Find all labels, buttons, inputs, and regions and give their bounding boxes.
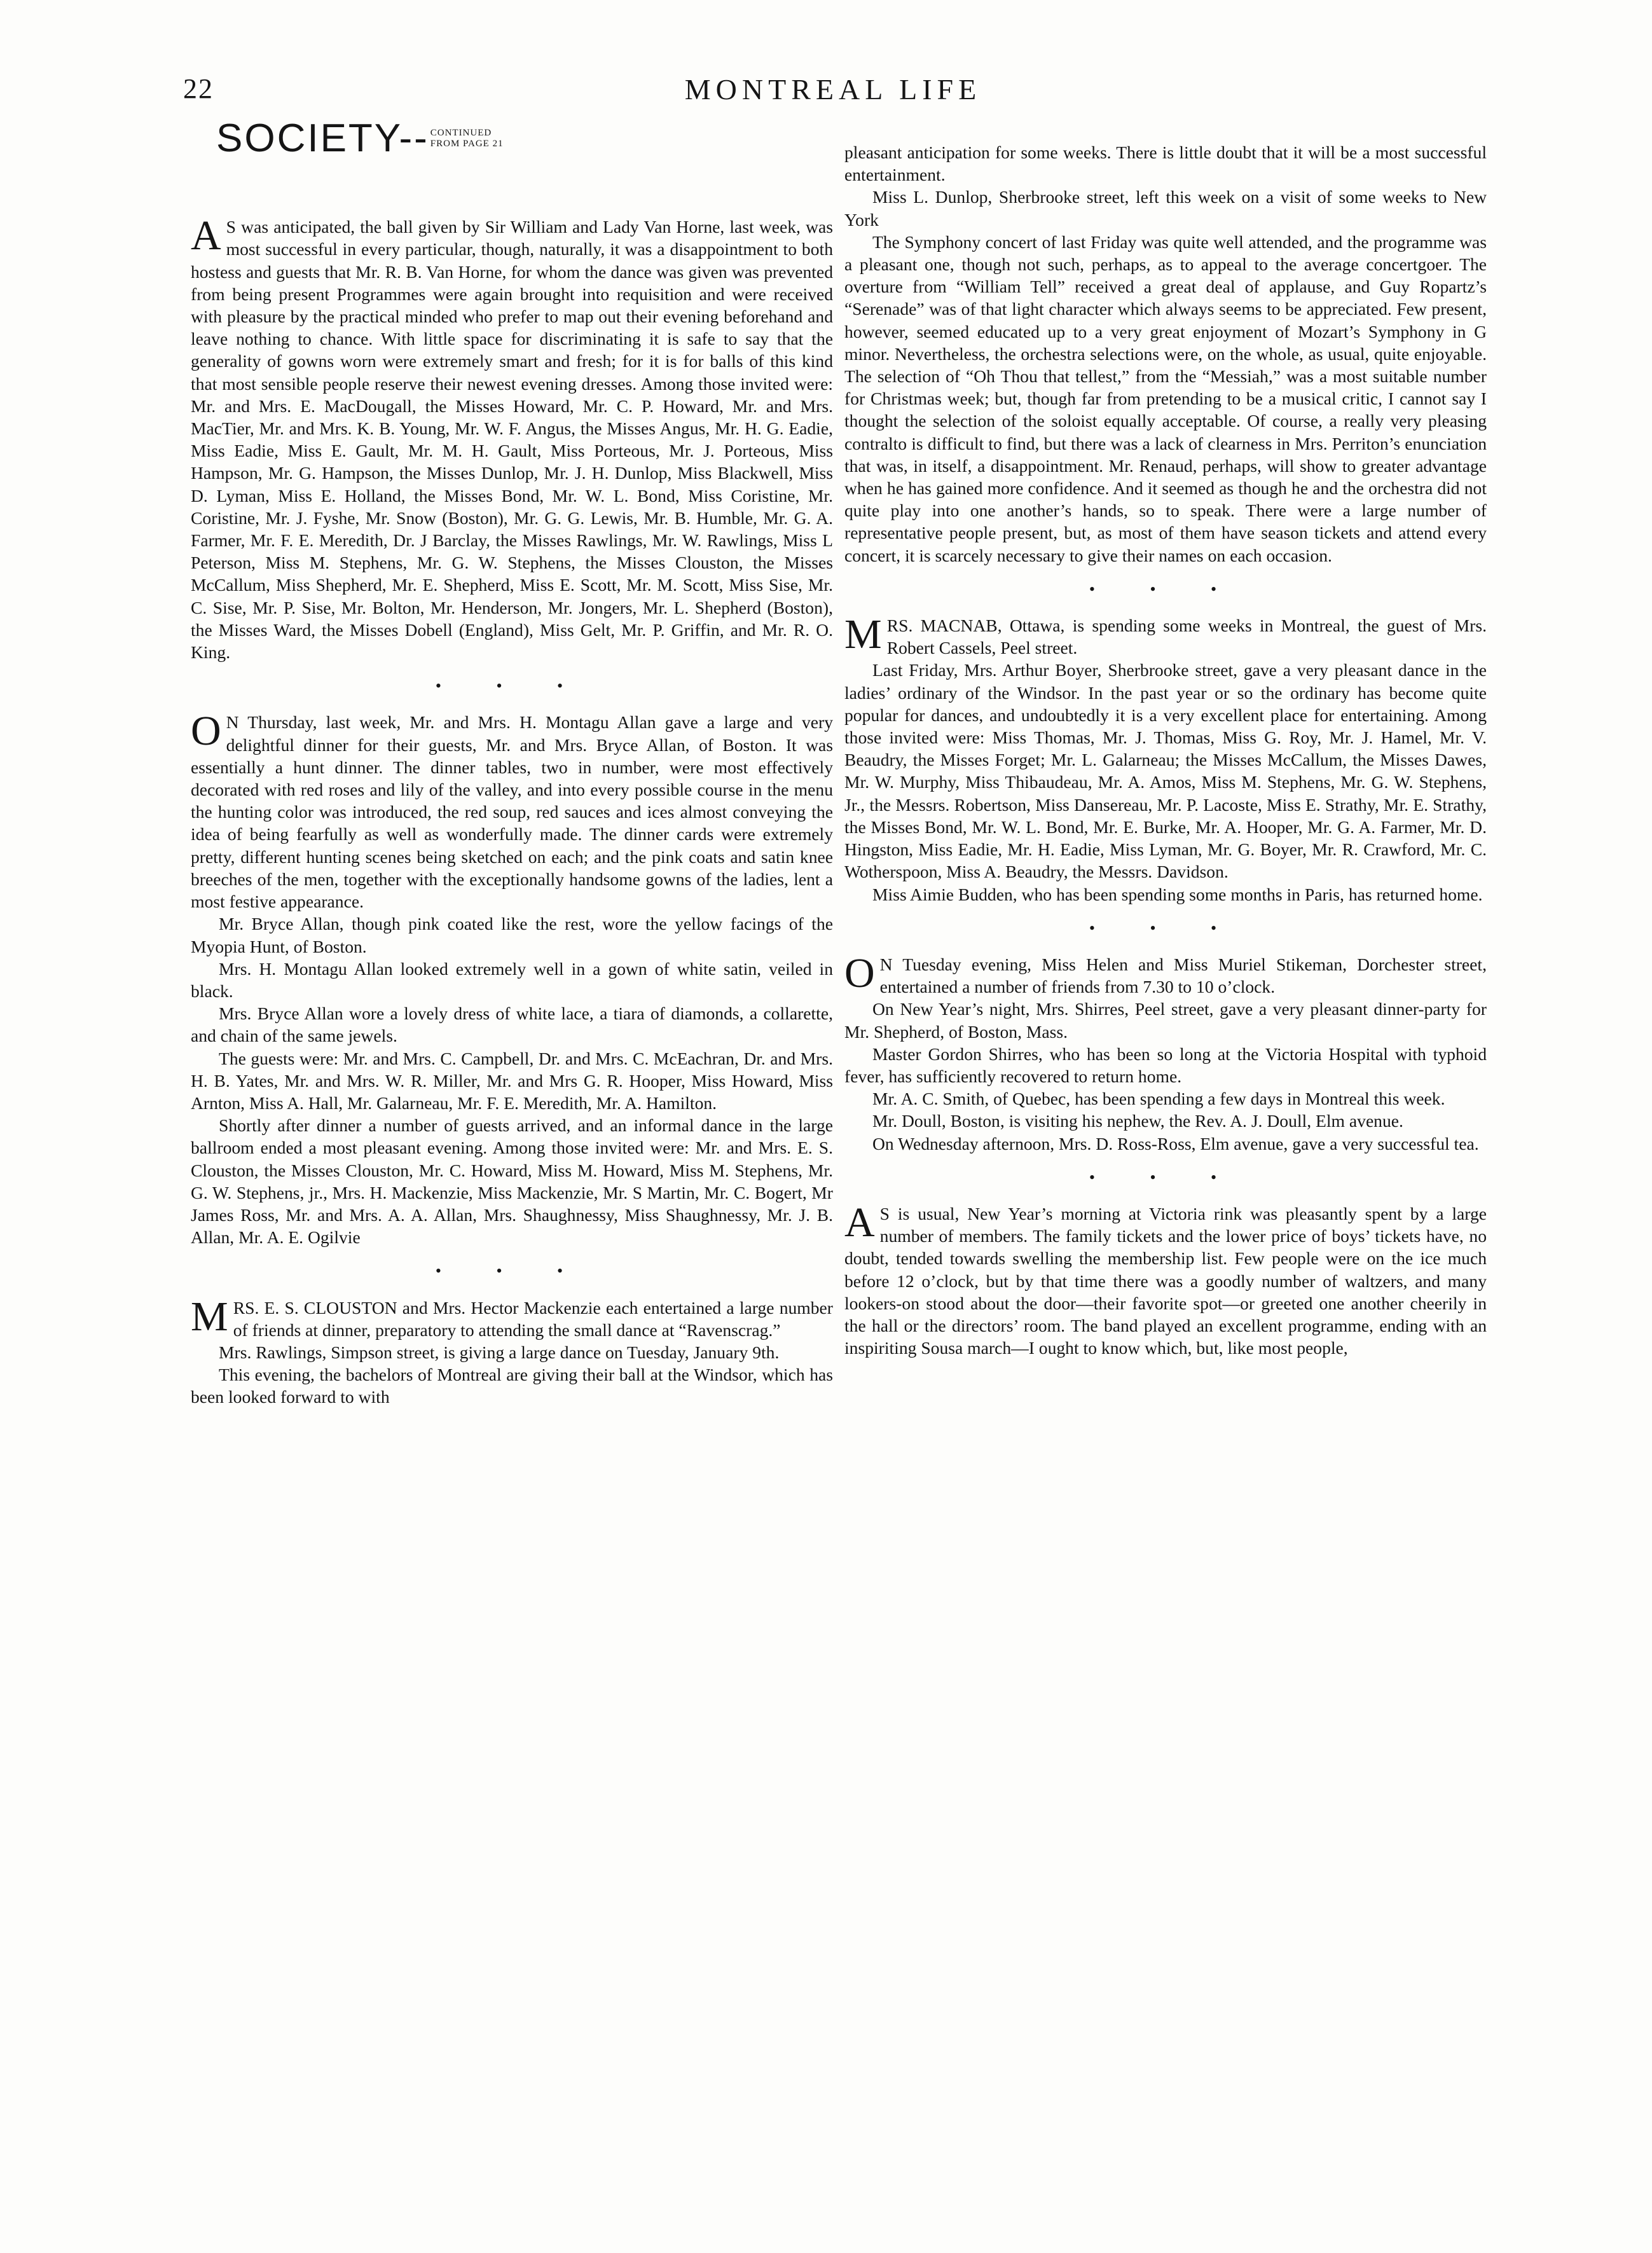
paragraph-text: S was anticipated, the ball given by Sir William and Lady Van Horne, last week, was most successful in every particular, though, naturally, it was a disappointment to both hostess and guests that Mr. R. B. Van Horne, for whom the dance was given was prevented from being present Programmes were again brought into requisition and were received with pleasure by the practical minded who prefer to map out their evening beforehand and leave nothing to chance. With little space for discriminating it is safe to say that the generality of gowns worn were extremely smart and fresh; for it is for balls of this kind that most sensible people reserve their newest evening dresses. Among those invited were: Mr. and Mrs. E. MacDougall, the Misses Howard, Mr. C. P. Howard, Mr. and Mrs. MacTier, Mr. and Mrs. K. B. Young, Mr. W. F. Angus, the Misses Angus, Mr. H. G. Eadie, Miss Eadie, Miss E. Gault, Mr. M. H. Gault, Miss Porteous, Mr. J. Porteous, Miss Hampson, Mr. G. Hampson, the Misses Dunlop, Mr. J. H. Dunlop, Miss Blackwell, Miss D. Lyman, Miss E. Holland, the Misses Bond, Mr. W. L. Bond, Miss Coristine, Mr. Coristine, Mr. J. Fyshe, Mr. Snow (Boston), Mr. G. G. Lewis, Mr. B. Humble, Mr. G. A. Farmer, Mr. F. E. Meredith, Dr. J Barclay, the Misses Rawlings, Mr. W. Rawlings, Miss L Peterson, Miss M. Stephens, Mr. G. W. Stephens, the Misses Clouston, the Misses McCallum, Miss Shepherd, Mr. E. Shepherd, Miss E. Scott, Mr. M. Scott, Miss Sise, Mr. C. Sise, Mr. P. Sise, Mr. Bolton, Mr. Henderson, Mr. Jongers, Mr. L. Shepherd (Boston), the Misses Ward, the Misses Dobell (England), Miss Gelt, Mr. P. Griffin, and Mr. R. O. King. <box>191 217 833 663</box>
paragraph: Master Gordon Shirres, who has been so long at the Victoria Hospital with typhoid fever, has sufficiently recovered to return home. <box>844 1044 1487 1086</box>
drop-cap: A <box>191 212 221 259</box>
paragraph: Mrs. Bryce Allan wore a lovely dress of white lace, a tiara of diamonds, a collarette, and chain of the same jewels. <box>191 1003 833 1046</box>
section-title: SOCIETY-- <box>216 116 429 160</box>
article-stikeman <box>844 949 1487 998</box>
paragraph: Mrs. Rawlings, Simpson street, is giving a large dance on Tuesday, January 9th. <box>219 1342 780 1362</box>
continued-line-2: FROM PAGE 21 <box>430 138 504 149</box>
drop-cap: M <box>191 1293 228 1340</box>
article-van-horne-ball <box>191 212 833 663</box>
article-allan-dinner <box>191 708 833 913</box>
paragraph: Mr. Bryce Allan, though pink coated like the rest, wore the yellow facings of the Myopia Hunt, of Boston. <box>191 914 833 956</box>
article-symphony-concert: The Symphony concert of last Friday was quite well attended, and the programme was a pleasant one, though not such, perhaps, as to appeal to the average concertgoer. The overture from “William Tell” received a great deal of applause, and Guy Ropartz’s “Serenade” was of that light character which always seems to be appreciated. Few present, however, seemed educated up to a very great enjoyment of Mozart’s Symphony in G minor. Nevertheless, the orchestra selections were, on the whole, as usual, quite enjoyable. The selection of “Oh Thou that tellest,” from the “Messiah,” was a most suitable number for Christmas week; but, though far from pretending to be a musical critic, I cannot say I thought the selection of the soloist equally acceptable. Of course, a really very pleasing contralto is difficult to find, but there was a lack of clearness in Mrs. Perriton’s enunciation that was, in itself, a disappointment. Mr. Renaud, perhaps, will show to greater advantage when he has gained more confidence. And it seemed as though he and the orchestra did not quite play into one another’s hands, so to speak. There were a large number of representative people present, but, as most of them have season tickets and attend every concert, it is scarcely necessary to give their names on each occasion. <box>844 231 1487 565</box>
section-heading <box>216 116 833 160</box>
paragraph: Mrs. H. Montagu Allan looked extremely well in a gown of white satin, veiled in black. <box>191 958 833 1001</box>
lead-in: RS. MACNAB <box>886 616 998 636</box>
paragraph: On Wednesday afternoon, Mrs. D. Ross-Ross, Elm avenue, gave a very successful tea. <box>872 1133 1479 1154</box>
paragraph: The guests were: Mr. and Mrs. C. Campbell, Dr. and Mrs. C. McEachran, Dr. and Mrs. H. B. Yates, Mr. and Mrs. W. R. Miller, Mr. and Mrs G. R. Hooper, Miss Howard, Miss Arnton, Miss A. Hall, Mr. Galarneau, Mr. F. E. Meredith, Mr. A. Hamilton. <box>191 1048 833 1113</box>
page-number: 22 <box>183 73 214 104</box>
paragraph: This evening, the bachelors of Montreal are giving their ball at the Windsor, which has been looked forward to with <box>191 1365 833 1407</box>
paragraph: Last Friday, Mrs. Arthur Boyer, Sherbrooke street, gave a very pleasant dance in the ladies’ ordinary of the Windsor. In the past year or so the ordinary has become quite popular for dances, and undoubtedly it is a very excellent place for entertaining. Among those invited were: Miss Thomas, Mr. J. Thomas, Miss G. Roy, Mr. J. Hamel, Mr. V. Beaudry, the Misses Forget; Mr. L. Galarneau; the Misses McCallum, the Misses Dawes, Mr. W. Murphy, Miss Thibaudeau, Mr. A. Amos, Miss M. Stephens, Mr. G. W. Stephens, Jr., the Messrs. Robertson, Miss Dansereau, Mr. P. Lacoste, Miss E. Strathy, Mr. E. Strathy, the Misses Bond, Mr. W. L. Bond, Mr. E. Burke, Mr. A. Hooper, Mr. G. A. Farmer, Mr. D. Hingston, Miss Eadie, Mr. H. Eadie, Miss Lyman, Mr. G. Boyer, Mr. R. Crawford, Mr. C. Wotherspoon, Miss A. Beaudry, the Messrs. Davidson. <box>844 660 1487 882</box>
separator-dots: • • • <box>435 677 589 696</box>
paragraph: Mr. A. C. Smith, of Quebec, has been spending a few days in Montreal this week. <box>872 1089 1445 1109</box>
separator-dots: • • • <box>1089 918 1242 937</box>
article-clouston-dinner <box>191 1293 833 1341</box>
separator-dots: • • • <box>1089 579 1242 598</box>
drop-cap: A <box>844 1199 875 1246</box>
right-column <box>844 141 1487 1359</box>
drop-cap: O <box>191 708 221 755</box>
paragraph: Miss L. Dunlop, Sherbrooke street, left this week on a visit of some weeks to New York <box>844 187 1487 230</box>
paragraph: Miss Aimie Budden, who has been spending some months in Paris, has returned home. <box>872 884 1483 904</box>
paragraph-text: N Thursday, last week, Mr. and Mrs. H. Montagu Allan gave a large and very delightful dinner for their guests, Mr. and Mrs. Bryce Allan, of Boston. It was essentially a hunt dinner. The dinner tables, two in number, were most effectively decorated with red roses and lily of the valley, and into every possible course in the menu the hunting color was introduced, the red soup, red sauces and ices almost conveying the idea of being fearfully as well as wonderfully made. The dinner cards were extremely pretty, different hunting scenes being sketched on each; and the pink coats and satin knee breeches of the men, together with the exceptionally handsome gowns of the ladies, lent a most festive appearance. <box>191 712 833 912</box>
continued-line-1: CONTINUED <box>430 127 492 138</box>
continued-note <box>430 128 520 149</box>
paragraph-text: N Tuesday evening, Miss Helen and Miss Muriel Stikeman, Dorchester street, entertained a number of friends from 7.30 to 10 o’clock. <box>879 954 1487 997</box>
paragraph: Shortly after dinner a number of guests arrived, and an informal dance in the large ballroom ended a most pleasant evening. Among those invited were: Mr. and Mrs. E. S. Clouston, the Misses Clouston, Mr. C. Howard, Miss M. Howard, Miss M. Stephens, Mr. G. W. Stephens, jr., Mrs. H. Mackenzie, Miss Mackenzie, Mr. S Martin, Mr. C. Bogert, Mr James Ross, Mr. and Mrs. A. A. Allan, Mrs. Shaughnessy, Miss Shaughnessy, Mr. J. B. Allan, Mr. A. E. Ogilvie <box>191 1115 833 1248</box>
paragraph-text: S is usual, New Year’s morning at Victoria rink was pleasantly spent by a large number of members. The family tickets and the lower price of boys’ tickets have, no doubt, tended towards swelling the membership list. Few people were on the ice much before 12 o’clock, but by that time there was a goodly number of waltzers, and many lookers-on stood about the door—their favorite spot—or greeted one another cheerily in the hall or the directors’ room. The band played an excellent programme, ending with an inspiriting Sousa march—I ought to know which, but, like most people, <box>844 1203 1487 1358</box>
running-title: MONTREAL LIFE <box>684 73 982 106</box>
paragraph-text: and Mrs. Hector Mackenzie each entertained a large number of friends at dinner, preparatory to attending the small dance at “Ravenscrag.” <box>233 1297 833 1340</box>
article-macnab <box>844 611 1487 659</box>
lead-in: RS. E. S. CLOUSTON <box>233 1297 397 1318</box>
paragraph: pleasant anticipation for some weeks. There is little doubt that it will be a most successful entertainment. <box>844 142 1487 185</box>
paragraph-text: , Ottawa, is spending some weeks in Montreal, the guest of Mrs. Robert Cassels, Peel street. <box>886 616 1487 658</box>
paragraph: On New Year’s night, Mrs. Shirres, Peel street, gave a very pleasant dinner-party for Mr. Shepherd, of Boston, Mass. <box>844 999 1487 1042</box>
drop-cap: O <box>844 949 875 996</box>
paragraph: Mr. Doull, Boston, is visiting his nephew, the Rev. A. J. Doull, Elm avenue. <box>872 1111 1403 1131</box>
drop-cap: M <box>844 611 882 658</box>
separator-dots: • • • <box>435 1262 589 1281</box>
left-column <box>191 116 833 1409</box>
article-victoria-rink <box>844 1199 1487 1359</box>
separator-dots: • • • <box>1089 1168 1242 1187</box>
